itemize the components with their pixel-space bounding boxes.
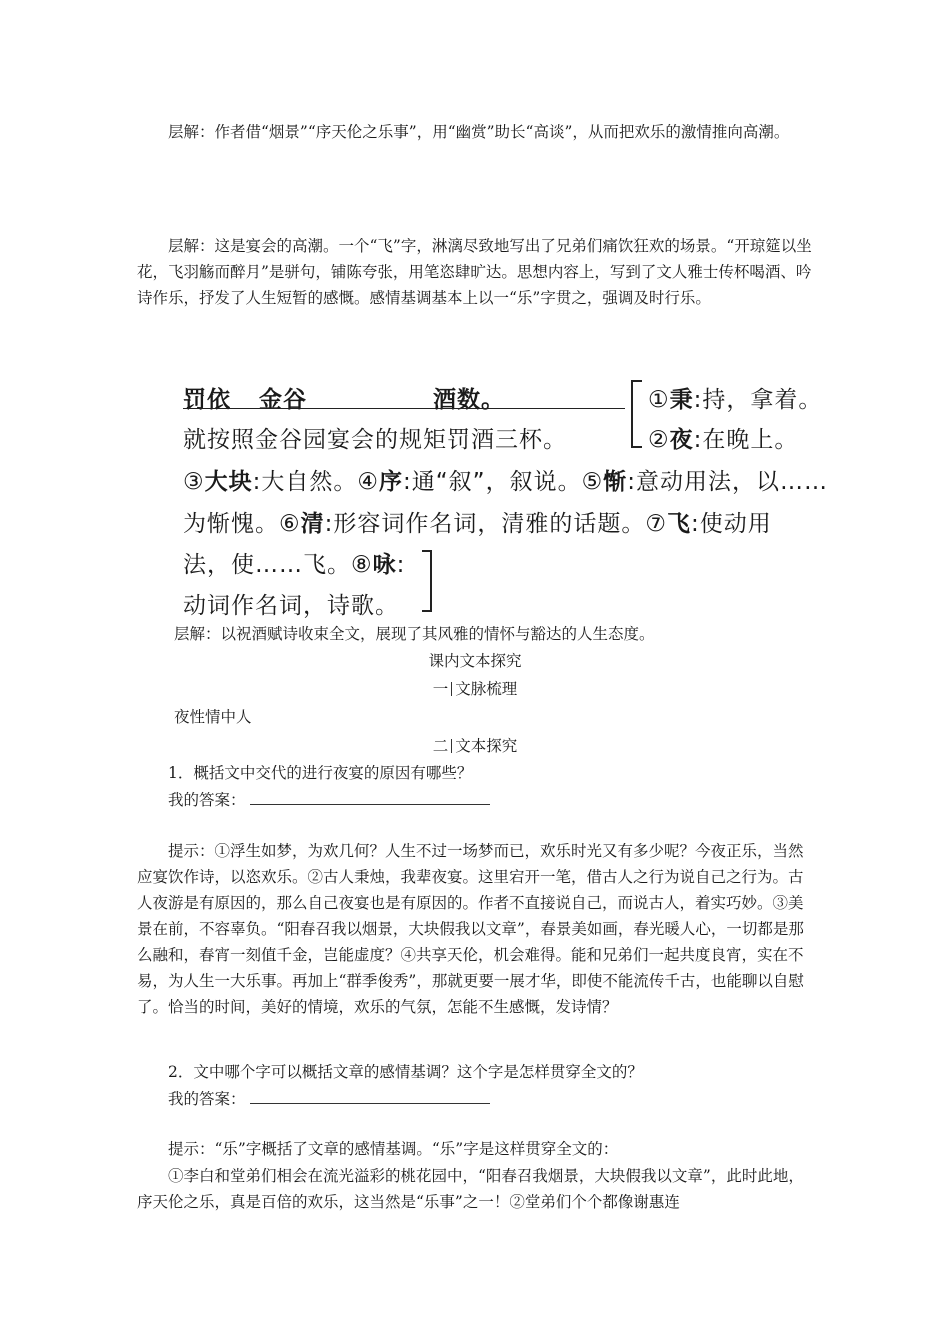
annotation-line-5: 法，使……飞。⑧咏: [183,552,406,578]
mindmap-text: 夜性情中人 [174,708,252,726]
annotation-top-words: 罚依 金谷 酒数。 [183,387,505,413]
answer-row-2 [137,1086,817,1112]
layer-explanation-1: 层解：作者借“烟景”“序天伦之乐事”，用“幽赏”助长“高谈”，从而把欢乐的激情推向高潮。 [168,123,790,141]
section-title: 课内文本探究 [428,652,522,670]
annotation-note-1: ①秉:持，拿着。 [648,387,823,413]
annotation-line-4: 为惭愧。⑥清:形容词作名词，清雅的话题。⑦飞:使动用 [183,511,772,537]
hint-2: 提示：“乐”字概括了文章的感情基调。“乐”字是这样贯穿全文的： [168,1140,619,1158]
answer-input-1[interactable] [250,788,490,805]
annotation-bracket-left [631,380,642,448]
annotation-line-6: 动词作名词，诗歌。 [183,593,399,619]
answer-label: 我的答案： [168,1090,246,1108]
answer-row-1 [137,787,817,813]
answer-input-2[interactable] [250,1087,490,1104]
question-1: 1．概括文中交代的进行夜宴的原因有哪些？ [168,764,473,782]
layer-explanation-2: 层解：这是宴会的高潮。一个“飞”字，淋漓尽致地写出了兄弟们痛饮狂欢的场景。“开琼筵以坐花，飞羽觞而醉月”是骈句，铺陈夸张，用笔恣肆旷达。思想内容上，写到了文人雅士传杯喝酒、吟诗作乐，抒发了人生短暂的感慨。感情基调基本上以一“乐”字贯之，强调及时行乐。 [137,237,812,307]
subsection-structure: 一 文脉梳理 [432,680,518,698]
layer-explanation-3: 层解：以祝酒赋诗收束全文，展现了其风雅的情怀与豁达的人生态度。 [174,625,655,643]
question-2: 2．文中哪个字可以概括文章的感情基调？这个字是怎样贯穿全文的？ [168,1063,643,1081]
annotation-translation: 就按照金谷园宴会的规矩罚酒三杯。 [183,427,567,453]
subsection-inquiry: 二 文本探究 [432,737,518,755]
annotation-bracket-right [422,550,432,612]
paragraph-last: ①李白和堂弟们相会在流光溢彩的桃花园中，“阳春召我烟景，大块假我以文章”，此时此地，序天伦之乐，真是百倍的欢乐，这当然是“乐事”之一！②堂弟们个个都像谢惠连 [137,1167,804,1211]
annotation-underline [183,408,625,409]
annotation-note-2: ②夜:在晚上。 [648,427,799,453]
hint-1: 提示：①浮生如梦，为欢几何？人生不过一场梦而已，欢乐时光又有多少呢？今夜正乐，当然应宴饮作诗，以恣欢乐。②古人秉烛，我辈夜宴。这里宕开一笔，借古人之行为说自己之行为。古人夜游是有原因的，那么自己夜宴也是有原因的。作者不直接说自己，而说古人，着实巧妙。③美景在前，不容辜负。“阳春召我以烟景，大块假我以文章”，春景美如画，春光暖人心，一切都是那么融和，春宵一刻值千金，岂能虚度？④共享天伦，机会难得。能和兄弟们一起共度良宵，实在不易，为人生一大乐事。再加上“群季俊秀”，那就更要一展才华，即使不能流传千古，也能聊以自慰了。恰当的时间，美好的情境，欢乐的气氛，怎能不生感慨，发诗情？ [137,842,804,1016]
answer-label: 我的答案： [168,791,246,809]
annotation-line-3: ③大块:大自然。④序:通“叙”，叙说。⑤惭:意动用法，以…… [183,469,828,495]
